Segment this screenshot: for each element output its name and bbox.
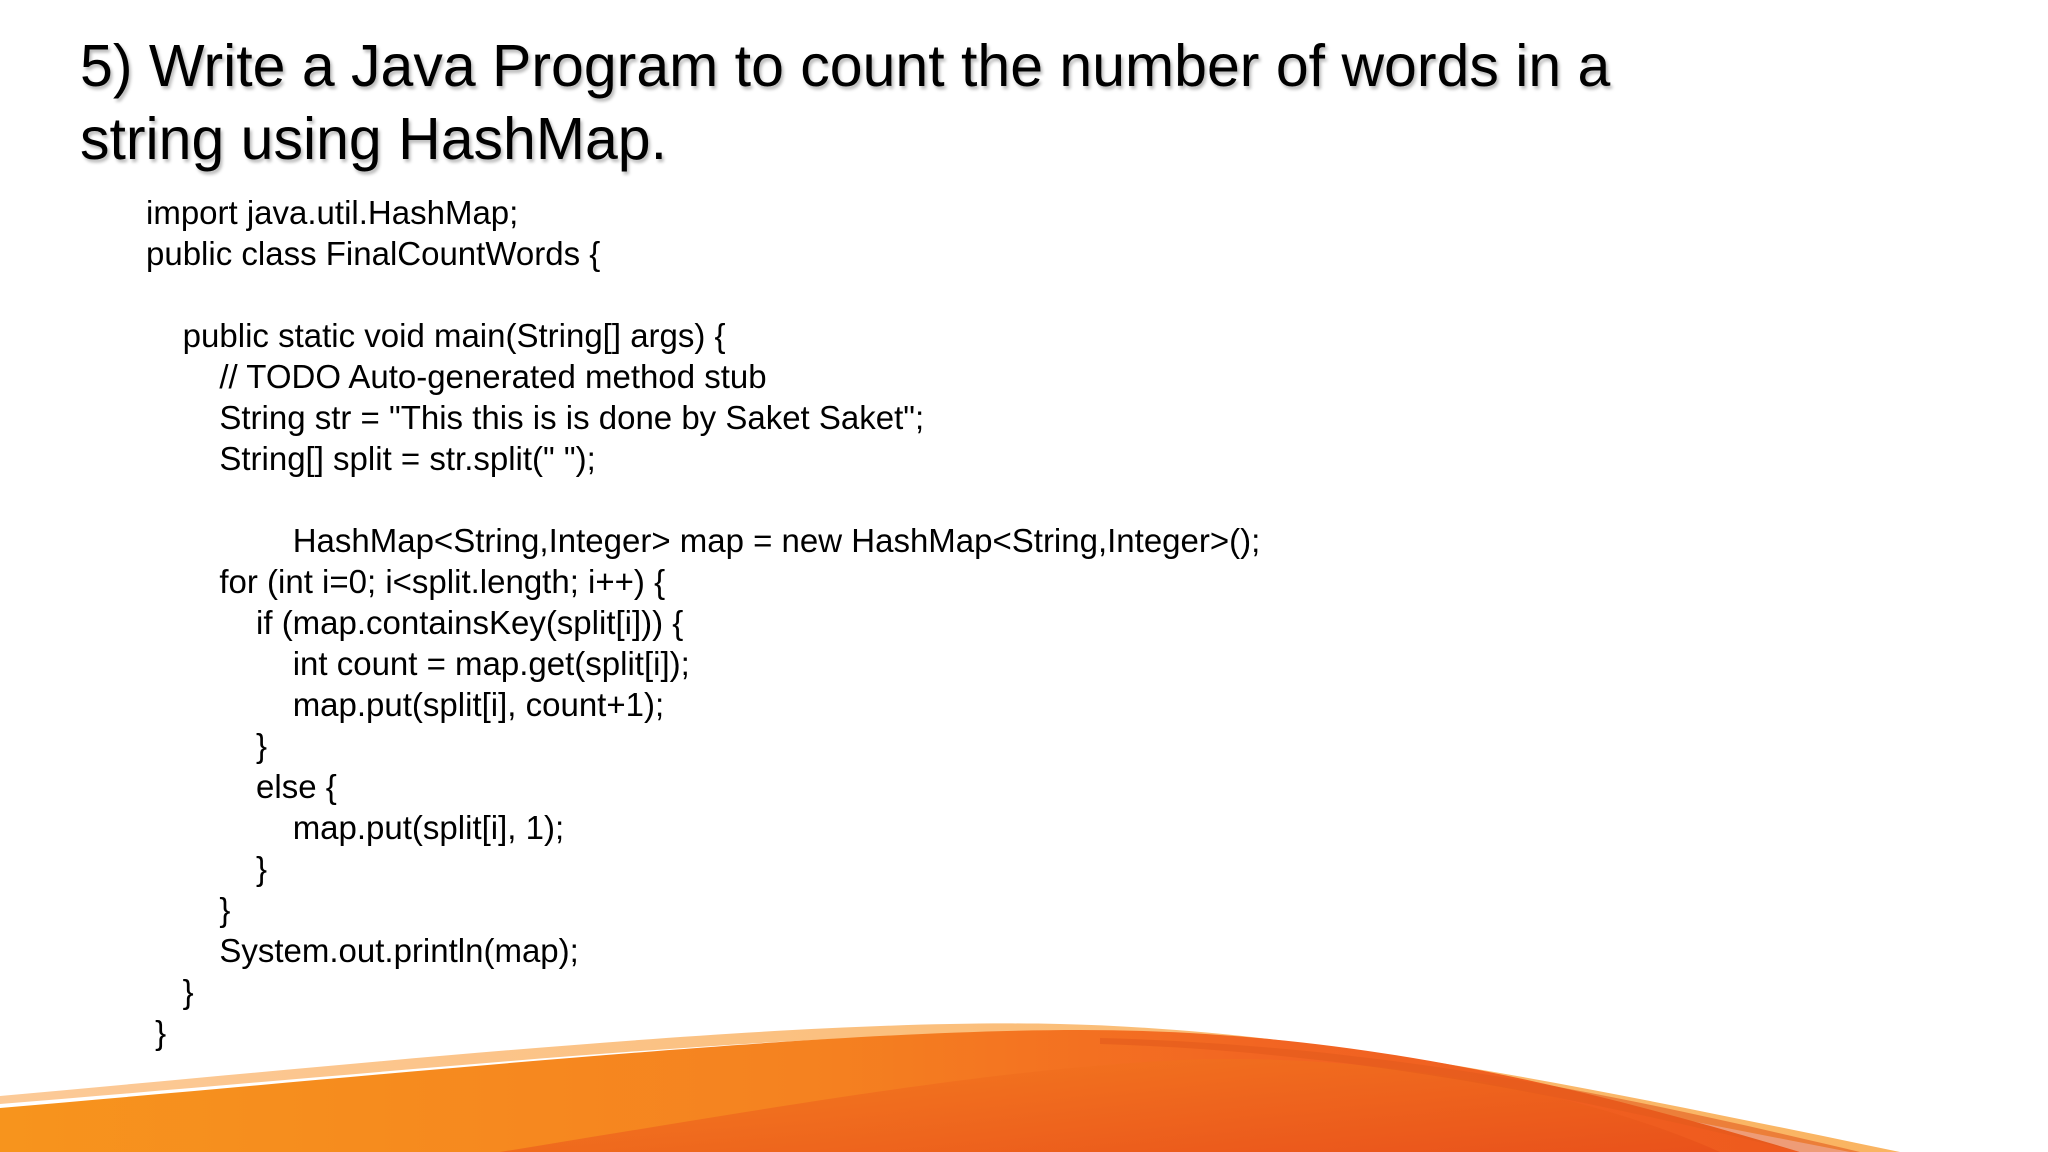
code-line: } bbox=[146, 891, 231, 928]
code-line: String str = "This this is is done by Saket Saket"; bbox=[146, 399, 925, 436]
code-line: } bbox=[146, 1014, 167, 1051]
code-line bbox=[146, 274, 1260, 315]
code-line bbox=[146, 479, 1260, 520]
slide-title-line: string using HashMap. bbox=[80, 106, 668, 172]
code-line: } bbox=[146, 973, 194, 1010]
code-line: // TODO Auto-generated method stub bbox=[146, 358, 767, 395]
code-line: int count = map.get(split[i]); bbox=[146, 645, 690, 682]
code-line: map.put(split[i], 1); bbox=[146, 809, 565, 846]
code-line: System.out.println(map); bbox=[146, 932, 579, 969]
code-block bbox=[146, 192, 1260, 1053]
code-line: map.put(split[i], count+1); bbox=[146, 686, 665, 723]
code-line: String[] split = str.split(" "); bbox=[146, 440, 596, 477]
slide-title-line: 5) Write a Java Program to count the number of words in a bbox=[80, 33, 1611, 99]
code-line: } bbox=[146, 850, 268, 887]
code-line: public class FinalCountWords { bbox=[146, 235, 601, 272]
code-line: else { bbox=[146, 768, 337, 805]
code-line: for (int i=0; i<split.length; i++) { bbox=[146, 563, 666, 600]
code-line: } bbox=[146, 727, 268, 764]
code-line: public static void main(String[] args) { bbox=[146, 317, 726, 354]
code-line: HashMap<String,Integer> map = new HashMap<String,Integer>(); bbox=[146, 522, 1261, 559]
code-line: if (map.containsKey(split[i])) { bbox=[146, 604, 684, 641]
slide-title bbox=[80, 30, 1780, 176]
code-line: import java.util.HashMap; bbox=[146, 194, 519, 231]
